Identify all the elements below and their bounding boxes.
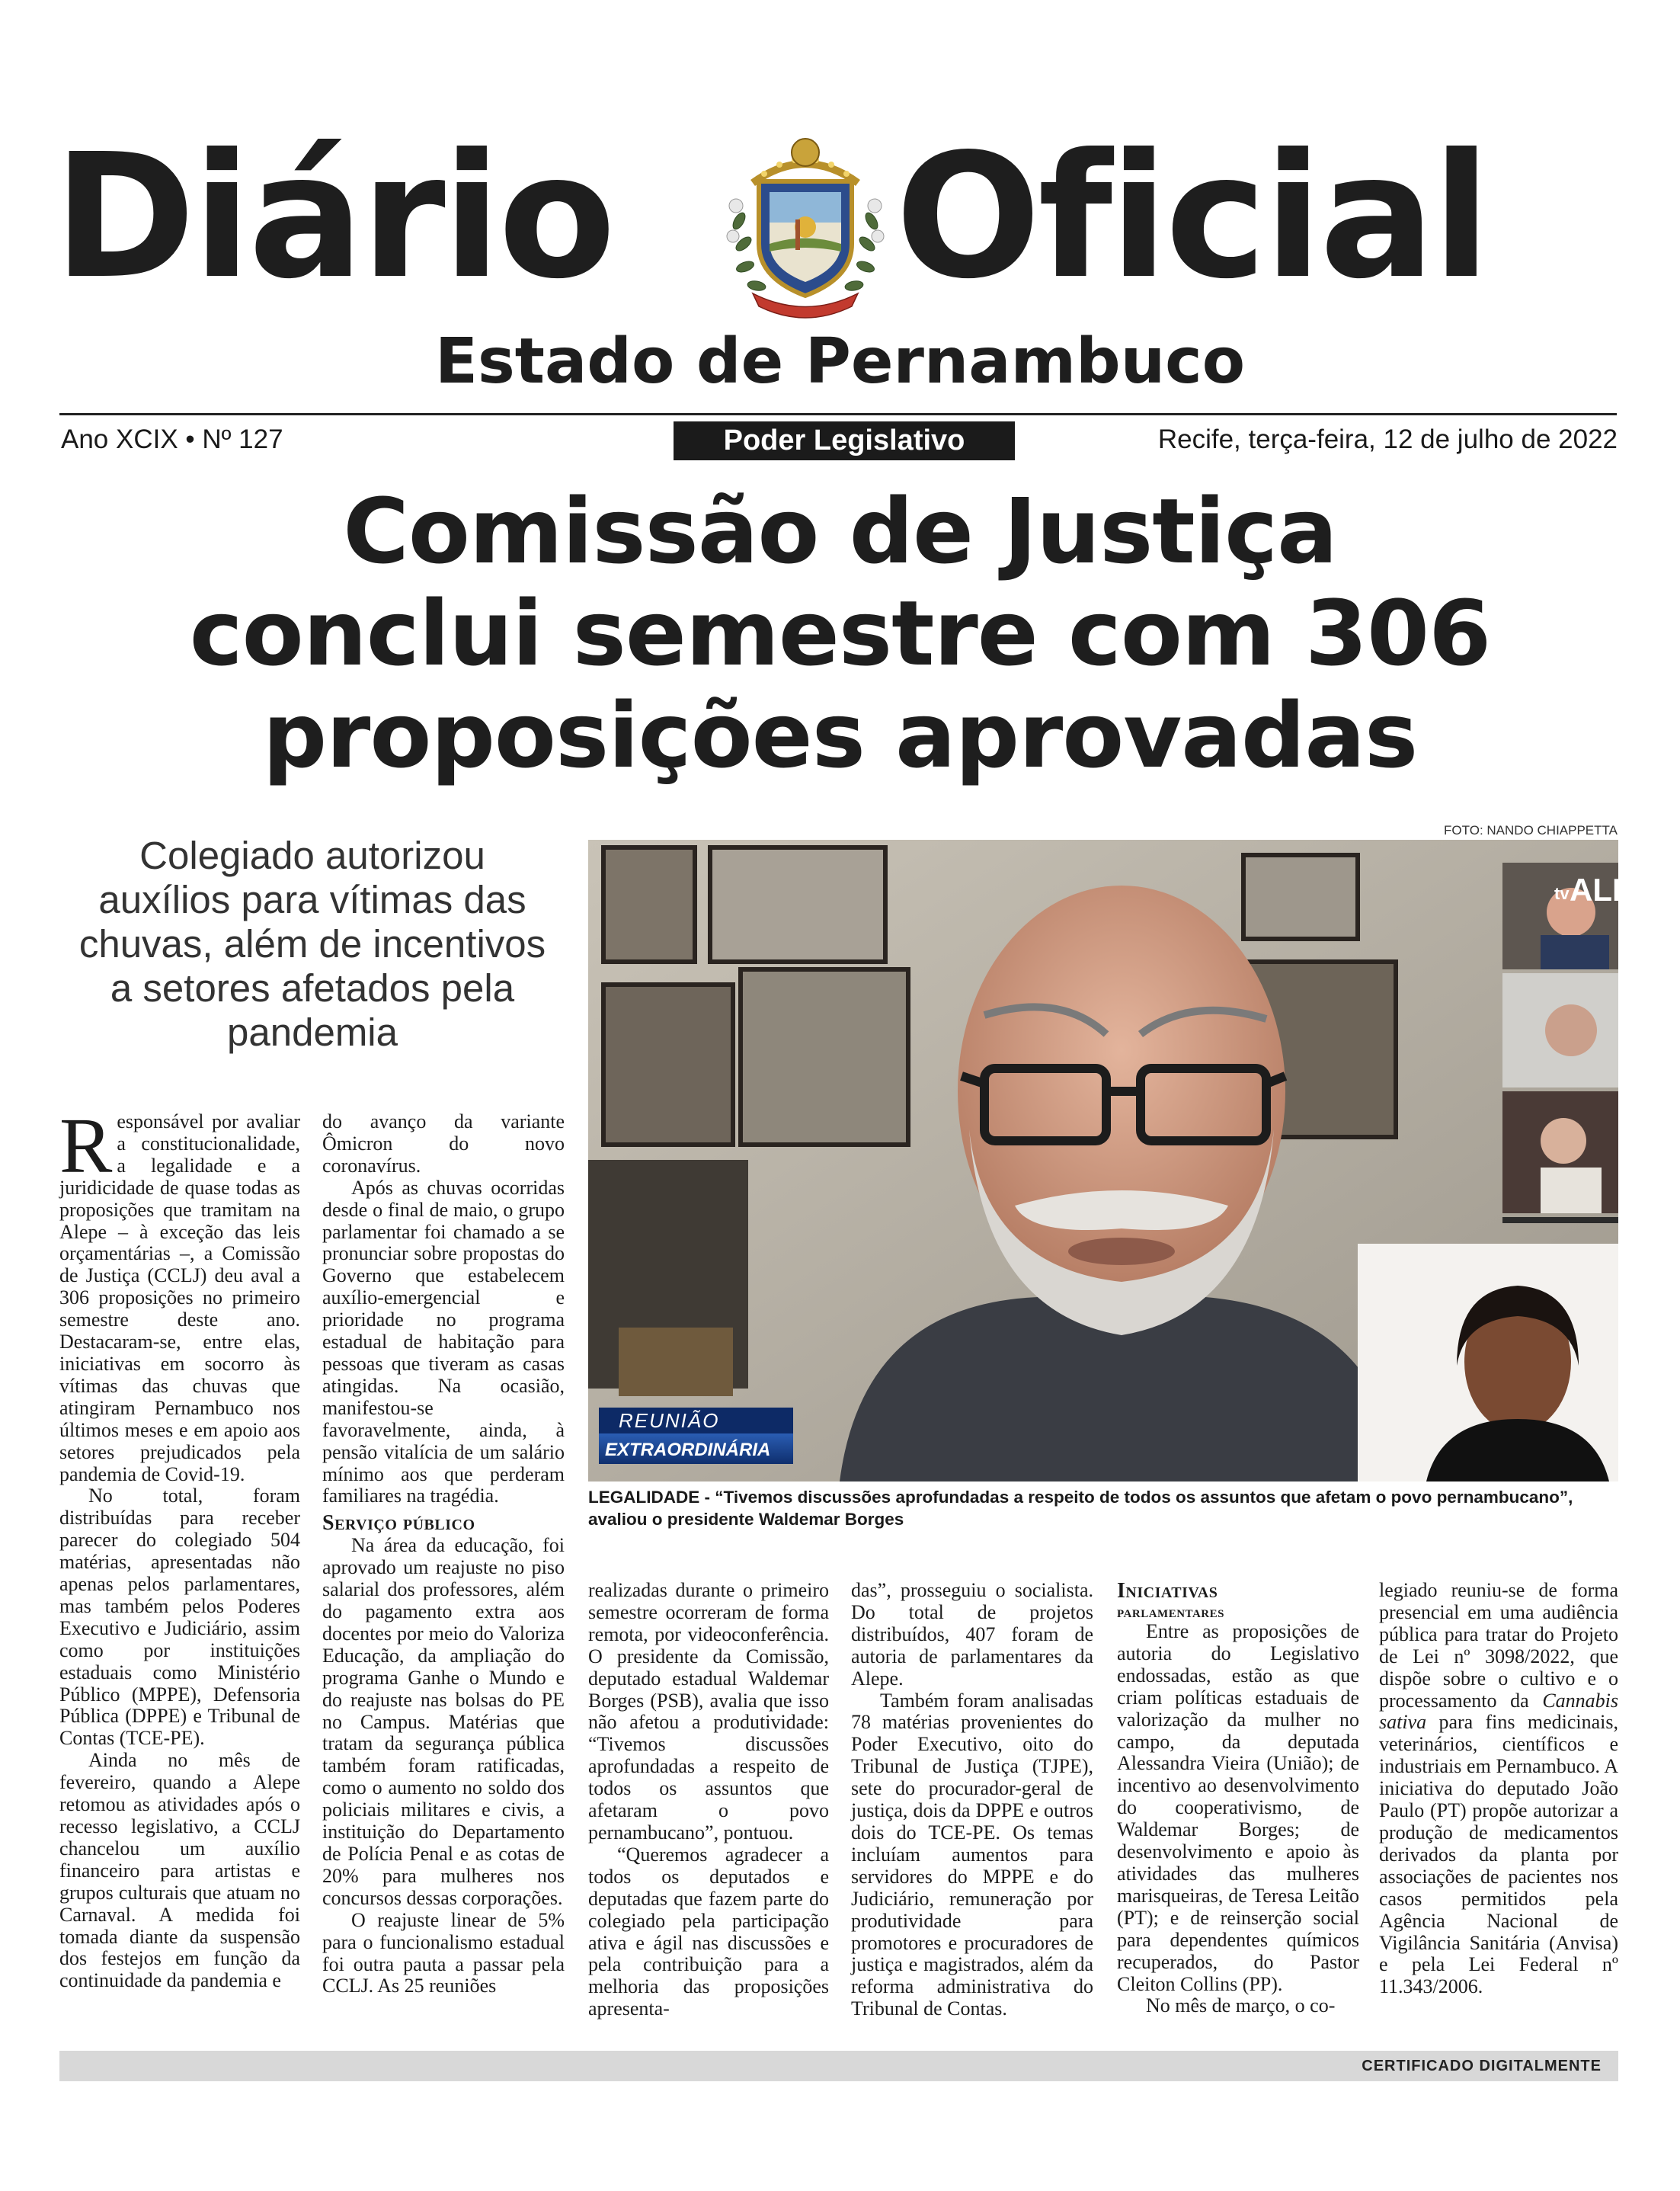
article-paragraph: Entre as proposições de autoria do Legislativo endossadas, estão as que criam políticas estaduais de valorização da mulher no campo, da deputada Alessandra Vieira (União); de incentivo ao desenvolvimento do cooperativismo, de Waldemar Borges; de desenvolvimento e apoio às atividades das mulheres marisqueiras, de Teresa Leitão (PT); e de reinserção social para dependentes químicos recuperados, do Pastor Cleiton Collins (PP). (1117, 1620, 1359, 1995)
deck-line: auxílios para vítimas das (98, 878, 526, 921)
paragraph-text: para fins medicinais, veterinários, científicos e industriais em Pernambuco. A iniciativa do deputado João Paulo (PT) propõe autorizar a produção de medicamentos derivados da planta por associações de pacientes nos casos permitidos pela Agência Nacional de Vigilância Sanitária (Anvisa) e pela Lei Federal nº 11.343/2006. (1379, 1711, 1618, 1998)
headline-line: Comissão de Justiça (343, 479, 1337, 584)
deck-line: Colegiado autorizou (139, 834, 485, 877)
article-column-3 (588, 1580, 829, 2020)
headline-line: conclui semestre com 306 (189, 581, 1491, 686)
article-paragraph: No mês de março, o co- (1146, 1994, 1336, 2017)
paragraph-text: esponsável por avaliar a constitucionalidade, a legalidade e a juridicidade de quase todas as proposições que tramitam na Alepe – à exceção das leis orçamentárias –, a Comissão de Justiça (CCLJ) deu aval a 306 proposições no primeiro semestre deste ano. Destacaram-se, entre elas, iniciativas em socorro às vítimas das chuvas que atingiram Pernambuco nos últimos meses e em apoio aos setores prejudicados pela pandemia de Covid-19. (59, 1110, 300, 1485)
caption-line: avaliou o presidente Waldemar Borges (588, 1510, 904, 1529)
paragraph-text: legiado reuniu-se de forma presencial em uma audiência pública para tratar do Projeto de Lei nº 3098/2022, que dispõe sobre o cultivo e o processamento da (1379, 1579, 1618, 1712)
section-heading: Iniciativas (1117, 1579, 1218, 1603)
footer-bar (59, 2051, 1618, 2081)
article-paragraph: das”, prosseguiu o socialista. Do total de projetos distribuídos, 407 foram de autoria de parlamentares da Alepe. (851, 1579, 1093, 1690)
article-paragraph: No total, foram distribuídas para receber parecer do colegiado 504 matérias, apresentadas não apenas pelos parlamentares, mas também pelos Poderes Executivo e Judiciário, assim como por instituições estaduais como Ministério Público (MPPE), Defensoria Pública (DPPE) e Tribunal de Contas (TCE-PE). (59, 1485, 300, 1750)
article-paragraph: O reajuste linear de 5% para o funcionalismo estadual foi outra pauta a passar pela CCLJ. As 25 reuniões (322, 1908, 565, 1997)
section-heading: Serviço público (322, 1511, 475, 1536)
coat-of-arms-icon (722, 130, 888, 316)
article-paragraph: do avanço da variante Ômicron do novo coronavírus. (322, 1110, 565, 1177)
masthead-title-left: Diário (53, 117, 613, 317)
article-column-2 (322, 1111, 565, 1997)
tv-logo-prefix: tv (1554, 884, 1570, 903)
digital-certificate-label: CERTIFICADO DIGITALMENTE (1362, 2058, 1602, 2074)
article-paragraph (59, 1102, 300, 1485)
article-paragraph: realizadas durante o primeiro semestre ocorreram de forma remota, por videoconferência. O presidente da Comissão, deputado estadual Waldemar Borges (PSB), avalia que isso não afetou a produtividade: “Tivemos discussões aprofundadas a respeito de todos os assuntos que afetaram o povo pernambucano”, pontuou. (588, 1579, 829, 1843)
article-paragraph: Na área da educação, foi aprovado um reajuste no piso salarial dos professores, além do pagamento extra aos docentes por meio do Valoriza Educação, da ampliação do programa Ganhe o Mundo e do reajuste nas bolsas do PE no Campus. Matérias que tratam da segurança pública também foram ratificadas, como o aumento no soldo dos policiais militares e civis, a instituição do Departamento de Polícia Penal e as cotas de 20% para mulheres nos concursos dessas corporações. (322, 1534, 565, 1909)
paragraph-emphasis: Cannabis sativa (1379, 1689, 1618, 1734)
dateline: Recife, terça-feira, 12 de julho de 2022 (1157, 424, 1618, 454)
article-column-5 (1117, 1580, 1359, 2017)
drop-cap: R (59, 1102, 113, 1190)
article-paragraph: “Queremos agradecer a todos os deputados e deputadas que fazem parte do colegiado pela participação ativa e ágil nas discussões e pela contribuição para a melhoria das proposições apresenta- (588, 1843, 829, 2020)
deck (53, 834, 571, 1055)
article-column-6 (1379, 1580, 1618, 1998)
section-badge: Poder Legislativo (674, 421, 1015, 460)
headline (0, 480, 1680, 786)
article-paragraph: Também foram analisadas 78 matérias provenientes do Poder Executivo, oito do Tribunal de Justiça (TJPE), sete do procurador-geral de justiça, dois da DPPE e outros dois do TCE-PE. Os temas incluíam aumentos para servidores do MPPE e do Judiciário, remuneração por produtividade para promotores e procuradores de justiça e magistrados, além da reforma administrativa do Tribunal de Contas. (851, 1689, 1093, 2020)
photo-credit: FOTO: NANDO CHIAPPETTA (1444, 823, 1618, 838)
article-column-1 (59, 1102, 300, 1992)
banner-line2: EXTRAORDINÁRIA (605, 1440, 771, 1460)
masthead-subtitle: Estado de Pernambuco (434, 325, 1246, 398)
deck-line: a setores afetados pela (110, 966, 515, 1010)
caption-line: LEGALIDADE - “Tivemos discussões aprofundadas a respeito de todos os assuntos que afetam o povo pernambucano”, (588, 1488, 1573, 1507)
article-column-4 (851, 1580, 1093, 2020)
headline-line: proposições aprovadas (262, 683, 1418, 788)
tv-logo: ALE (1570, 872, 1634, 908)
photo-caption (588, 1486, 1618, 1530)
edition-number: Ano XCIX • Nº 127 (61, 424, 283, 454)
news-photo (588, 840, 1634, 1481)
article-paragraph: Após as chuvas ocorridas desde o final de maio, o grupo parlamentar foi chamado a se pronunciar sobre propostas do Governo que estabelecem auxílio-emergencial e prioridade no programa estadual de habitação para pessoas que tiveram as casas atingidas. Na ocasião, manifestou-se favoravelmente, ainda, à pensão vitalícia de um salário mínimo aos que perderam familiares na tragédia. (322, 1176, 565, 1507)
banner-line1: REUNIÃO (619, 1409, 720, 1432)
masthead-title-right: Oficial (895, 117, 1488, 317)
deck-line: chuvas, além de incentivos (78, 922, 546, 966)
article-paragraph (1379, 1580, 1618, 1998)
section-heading: parlamentares (1117, 1603, 1224, 1621)
masthead-rule (59, 413, 1617, 415)
deck-line: pandemia (227, 1011, 398, 1054)
article-paragraph: Ainda no mês de fevereiro, quando a Alepe retomou as atividades após o recesso legislativo, a CCLJ chancelou um auxílio financeiro para artistas e grupos culturais que atuam no Carnaval. A medida foi tomada diante da suspensão dos festejos em função da continuidade da pandemia e (59, 1749, 300, 1992)
